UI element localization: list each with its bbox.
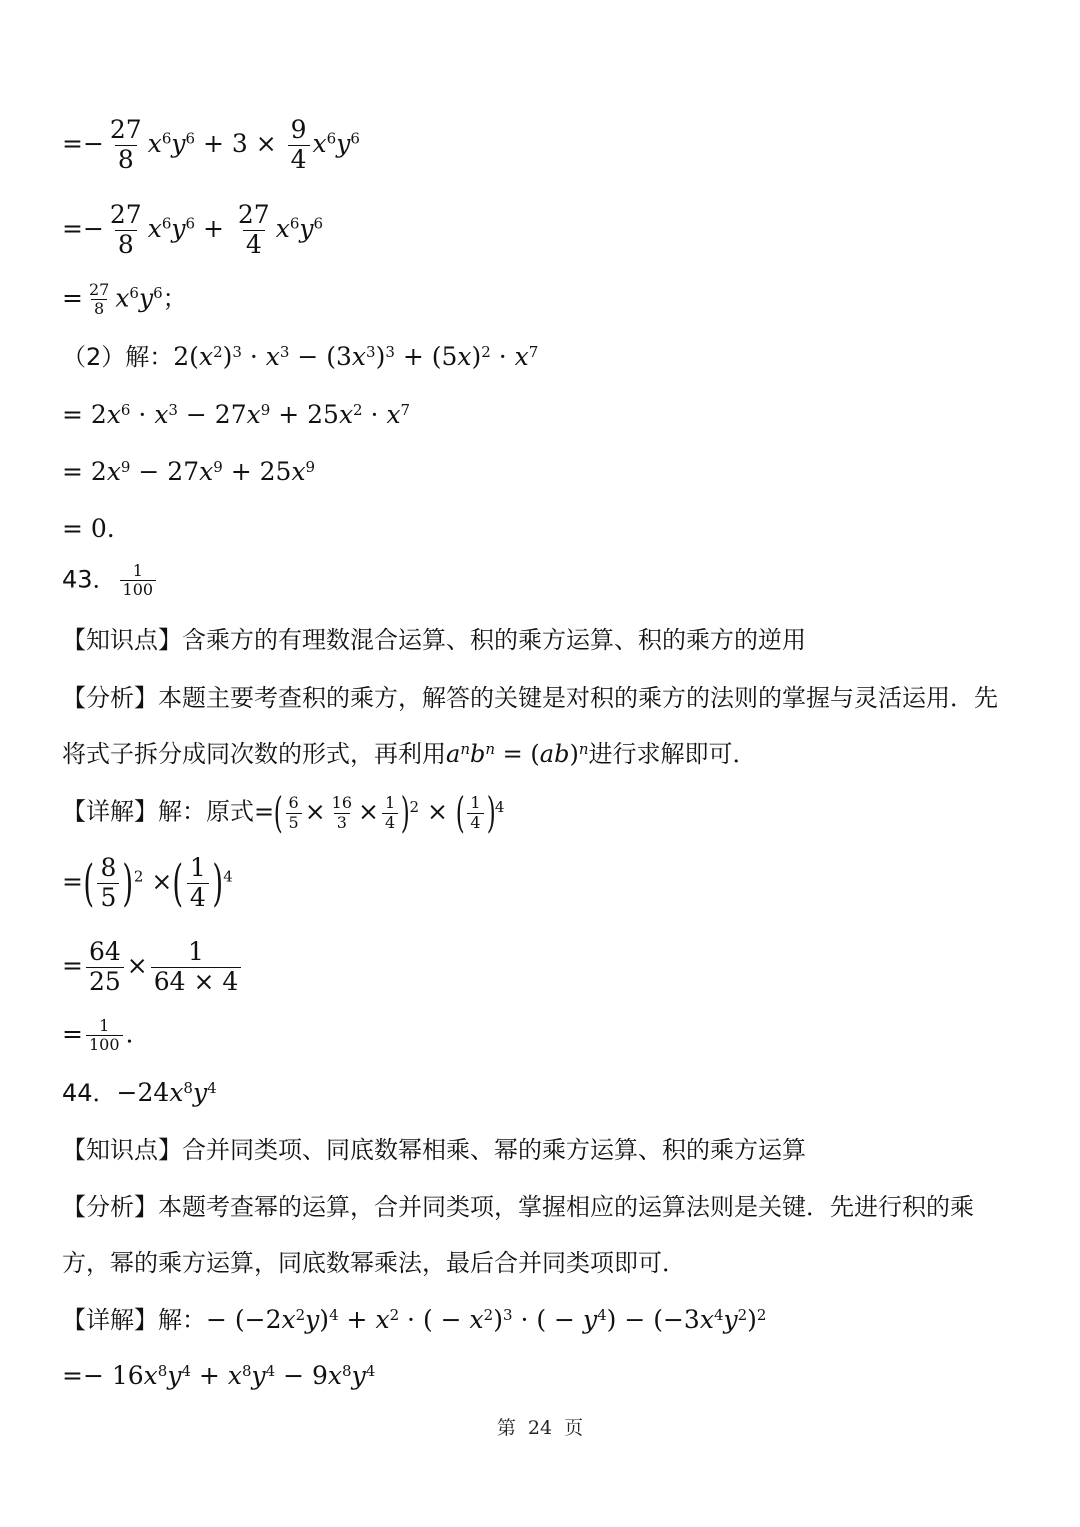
step-line-5: = $2x^6 \cdot x^3 - 27x^9 + 25x^2 \cdot x^7$ (62, 400, 411, 429)
step-line-7: = 0. (62, 514, 115, 543)
detail-label: 【详解】 (62, 797, 158, 826)
question-number-43: 43． (62, 565, 117, 594)
step-line-2: =− $\frac{27}{8}$ $x^6y^6$ + $\frac{27}{4}$ $x^6y^6$ (62, 200, 324, 259)
analysis-text: 进行求解即可． (588, 740, 757, 768)
page-suffix: 页 (564, 1417, 584, 1439)
analysis-label: 【分析】 (62, 684, 158, 712)
detail-prefix: 解：原式= (158, 797, 275, 826)
step-line-3: = $\frac{27}{8}$ $x^6y^6$； (62, 280, 187, 319)
detail-prefix: 解： (158, 1306, 206, 1334)
question-43-knowledge (62, 626, 1040, 655)
question-43-step-1: =( $\frac{8}{5}$ )$^2$ ×( $\frac{1}{4}$ )$^4$ (62, 853, 233, 913)
question-44-analysis-1 (62, 1193, 1040, 1222)
step-line-1: =− $\frac{27}{8}$ $x^6y^6 + 3$ × $\frac{9}{4}$ $x^6y^6$ (62, 115, 360, 174)
question-43-analysis-1 (62, 684, 1040, 713)
part-2-question: （2）解：$2(x^2)^3 \cdot x^3 - (3x^3)^3 + (5x)^2 \cdot x^7$ (62, 342, 539, 371)
analysis-text: 本题考查幂的运算，合并同类项，掌握相应的运算法则是关键．先进行积的乘 (158, 1193, 974, 1221)
step-line-6: = $2x^9 - 27x^9 + 25x^9$ (62, 457, 316, 486)
page-number: 24 (527, 1417, 553, 1439)
question-44-knowledge (62, 1136, 1040, 1165)
knowledge-text: 含乘方的有理数混合运算、积的乘方运算、积的乘方的逆用 (182, 626, 806, 654)
question-43-step-3: = $\frac{1}{100}$ . (62, 1016, 134, 1055)
question-43-step-2: = $\frac{64}{25}$ × $\frac{1}{64 \times 4}$ (62, 938, 1040, 997)
fraction-27-4: $\frac{27}{4}$ (237, 200, 270, 259)
question-44-step-1: =− $16x^8y^4 + x^8y^4 - 9x^8y^4$ (62, 1361, 376, 1390)
fraction-1-100: $\frac{1}{100}$ (120, 562, 157, 600)
knowledge-label: 【知识点】 (62, 1136, 182, 1164)
analysis-text: 方，幂的乘方运算，同底数幂乘法，最后合并同类项即可． (62, 1249, 686, 1277)
fraction-27-8-small: $\frac{27}{8}$ (88, 280, 110, 319)
fraction-9-4: $\frac{9}{4}$ (288, 116, 310, 175)
detail-label: 【详解】 (62, 1306, 158, 1334)
question-44-answer: 44．$-24x^8y^4$ (62, 1078, 217, 1107)
question-43-detail: 【详解】解：原式=( $\frac{6}{5}$ × $\frac{16}{3}$ × $\frac{1}{4}$ )$^2$ × ( $\frac{1}{4}$ )$^4$ (62, 788, 505, 837)
question-44-analysis-2 (62, 1249, 1040, 1278)
analysis-text: 将式子拆分成同次数的形式，再利用 (62, 740, 446, 768)
question-44-detail: 【详解】解：− $(-2x^2y)^4 + x^2$ · ( − $x^2)^3$ · ( − $y^4) - (-3x^4y^2)^2$ (62, 1305, 767, 1334)
question-43-answer (62, 562, 1040, 600)
question-43-analysis-2 (62, 740, 1040, 769)
knowledge-label: 【知识点】 (62, 626, 182, 654)
analysis-text: 本题主要考查积的乘方，解答的关键是对积的乘方的法则的掌握与灵活运用．先 (158, 684, 998, 712)
fraction-27-8: $\frac{27}{8}$ (109, 200, 142, 259)
page-prefix: 第 (496, 1417, 516, 1439)
fraction-27-8: $\frac{27}{8}$ (109, 115, 142, 174)
question-number-44: 44． (62, 1079, 117, 1107)
page-footer (0, 1413, 1080, 1440)
knowledge-text: 合并同类项、同底数幂相乘、幂的乘方运算、积的乘方运算 (182, 1136, 806, 1164)
formula-power-of-product: $a^nb^n = (ab)^n$ (446, 739, 589, 768)
part-2-label: （2）解： (62, 343, 174, 371)
analysis-label: 【分析】 (62, 1193, 158, 1221)
